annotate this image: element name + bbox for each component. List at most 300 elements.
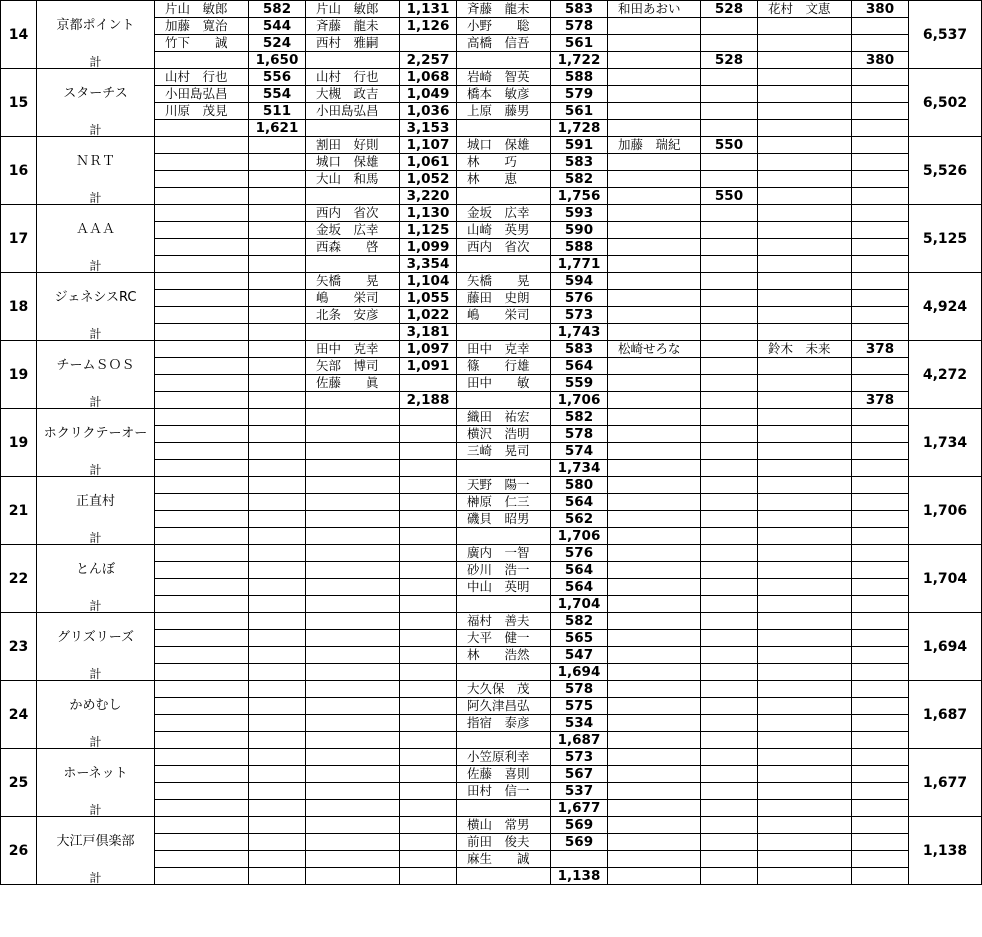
subtotal-value — [701, 868, 758, 885]
player-name — [306, 715, 400, 732]
player-score — [701, 222, 758, 239]
player-name — [608, 409, 701, 426]
player-name — [758, 409, 852, 426]
subtotal-value: 1,706 — [551, 528, 608, 545]
player-name — [155, 205, 249, 222]
player-score — [249, 443, 306, 460]
player-score: 567 — [551, 766, 608, 783]
player-score: 565 — [551, 630, 608, 647]
player-score — [852, 766, 909, 783]
player-score: 576 — [551, 290, 608, 307]
player-score — [852, 375, 909, 392]
team-name: チームＳＯＳ — [37, 341, 155, 392]
subtotal-label: 計 — [37, 868, 155, 885]
subtotal-value: 1,687 — [551, 732, 608, 749]
player-score — [249, 171, 306, 188]
team-rank: 14 — [1, 1, 37, 69]
player-name: 林 浩然 — [457, 647, 551, 664]
player-name: 城口 保雄 — [457, 137, 551, 154]
player-name — [155, 358, 249, 375]
empty-cell — [457, 256, 551, 273]
player-name — [155, 579, 249, 596]
player-score — [400, 426, 457, 443]
player-score — [852, 35, 909, 52]
empty-cell — [155, 528, 249, 545]
subtotal-label: 計 — [37, 188, 155, 205]
member-row — [1, 69, 982, 86]
subtotal-value — [249, 732, 306, 749]
player-name: 福村 善夫 — [457, 613, 551, 630]
empty-cell — [306, 120, 400, 137]
player-score — [852, 307, 909, 324]
player-score: 554 — [249, 86, 306, 103]
player-score — [400, 647, 457, 664]
player-name — [608, 545, 701, 562]
subtotal-value — [400, 528, 457, 545]
player-name — [155, 222, 249, 239]
member-row — [1, 137, 982, 154]
empty-cell — [457, 120, 551, 137]
empty-cell — [155, 732, 249, 749]
player-score — [249, 222, 306, 239]
player-name: 小田島弘昌 — [306, 103, 400, 120]
player-score — [249, 766, 306, 783]
player-name: 北条 安彦 — [306, 307, 400, 324]
player-name: 篠 行雄 — [457, 358, 551, 375]
player-score: 569 — [551, 817, 608, 834]
player-score: 1,130 — [400, 205, 457, 222]
player-name — [758, 205, 852, 222]
player-score — [701, 205, 758, 222]
player-score: 578 — [551, 18, 608, 35]
player-score: 524 — [249, 35, 306, 52]
member-row — [1, 341, 982, 358]
player-name: 山村 行也 — [155, 69, 249, 86]
player-score — [852, 613, 909, 630]
team-name: 正直村 — [37, 477, 155, 528]
subtotal-value — [701, 800, 758, 817]
player-score — [852, 86, 909, 103]
player-score — [400, 477, 457, 494]
empty-cell — [608, 460, 701, 477]
subtotal-value — [852, 460, 909, 477]
player-name: 砂川 浩一 — [457, 562, 551, 579]
player-name: 加藤 瑞紀 — [608, 137, 701, 154]
player-name — [608, 613, 701, 630]
player-name — [306, 851, 400, 868]
player-score: 1,107 — [400, 137, 457, 154]
player-score: 583 — [551, 1, 608, 18]
subtotal-value: 1,734 — [551, 460, 608, 477]
subtotal-value — [701, 256, 758, 273]
player-name — [608, 69, 701, 86]
team-name: ジェネシスRC — [37, 273, 155, 324]
team-name: スターチス — [37, 69, 155, 120]
player-score — [852, 358, 909, 375]
player-score — [852, 409, 909, 426]
player-score — [852, 817, 909, 834]
player-name — [758, 239, 852, 256]
player-score: 378 — [852, 341, 909, 358]
player-name — [608, 426, 701, 443]
player-name — [608, 171, 701, 188]
player-name — [306, 681, 400, 698]
player-name — [306, 834, 400, 851]
player-name — [306, 783, 400, 800]
empty-cell — [758, 800, 852, 817]
player-score — [400, 766, 457, 783]
player-score — [701, 715, 758, 732]
player-score: 588 — [551, 69, 608, 86]
player-name: 橋本 敏彦 — [457, 86, 551, 103]
subtotal-value — [852, 188, 909, 205]
subtotal-value — [400, 732, 457, 749]
subtotal-value — [701, 732, 758, 749]
player-score — [852, 630, 909, 647]
player-name — [608, 494, 701, 511]
player-score: 582 — [249, 1, 306, 18]
player-score: 1,068 — [400, 69, 457, 86]
player-name — [306, 477, 400, 494]
subtotal-row — [1, 256, 982, 273]
player-name: 麻生 誠 — [457, 851, 551, 868]
player-score — [400, 698, 457, 715]
player-name: 岩崎 智英 — [457, 69, 551, 86]
player-score — [249, 375, 306, 392]
player-name — [608, 35, 701, 52]
empty-cell — [608, 528, 701, 545]
empty-cell — [457, 460, 551, 477]
player-name: 竹下 誠 — [155, 35, 249, 52]
player-name — [306, 613, 400, 630]
player-name — [608, 851, 701, 868]
player-name — [155, 630, 249, 647]
player-name: 西内 省次 — [457, 239, 551, 256]
player-name: 廣内 一智 — [457, 545, 551, 562]
player-name — [155, 715, 249, 732]
player-score — [249, 154, 306, 171]
player-score — [400, 545, 457, 562]
subtotal-row — [1, 324, 982, 341]
player-score — [400, 783, 457, 800]
subtotal-value: 1,677 — [551, 800, 608, 817]
empty-cell — [457, 664, 551, 681]
player-name — [155, 681, 249, 698]
player-name — [608, 154, 701, 171]
player-name: 阿久津昌弘 — [457, 698, 551, 715]
player-score — [249, 358, 306, 375]
subtotal-row — [1, 664, 982, 681]
player-name: 金坂 広幸 — [306, 222, 400, 239]
empty-cell — [155, 52, 249, 69]
player-score — [701, 749, 758, 766]
player-score — [701, 443, 758, 460]
subtotal-row — [1, 392, 982, 409]
player-name: 片山 敏郎 — [306, 1, 400, 18]
player-name — [155, 341, 249, 358]
subtotal-value — [701, 664, 758, 681]
subtotal-row — [1, 528, 982, 545]
player-name: 西村 雅嗣 — [306, 35, 400, 52]
player-score — [701, 103, 758, 120]
player-name — [758, 103, 852, 120]
subtotal-value — [400, 596, 457, 613]
player-score — [701, 817, 758, 834]
team-total: 5,125 — [909, 205, 982, 273]
player-score — [400, 409, 457, 426]
player-name — [306, 426, 400, 443]
player-score — [852, 239, 909, 256]
player-score — [400, 851, 457, 868]
player-name: 松崎せろな — [608, 341, 701, 358]
subtotal-value — [852, 324, 909, 341]
player-score — [400, 715, 457, 732]
subtotal-value: 550 — [701, 188, 758, 205]
player-name — [758, 358, 852, 375]
player-name: 藤田 史朗 — [457, 290, 551, 307]
player-name — [758, 494, 852, 511]
player-name: 中山 英明 — [457, 579, 551, 596]
player-name — [758, 477, 852, 494]
team-total: 1,694 — [909, 613, 982, 681]
subtotal-value — [701, 460, 758, 477]
subtotal-value: 1,743 — [551, 324, 608, 341]
player-name: 嶋 栄司 — [457, 307, 551, 324]
player-name — [155, 783, 249, 800]
player-score — [701, 171, 758, 188]
subtotal-value — [249, 392, 306, 409]
subtotal-value — [249, 460, 306, 477]
player-name — [758, 817, 852, 834]
player-name — [758, 290, 852, 307]
team-rank: 22 — [1, 545, 37, 613]
player-name — [608, 817, 701, 834]
results-body — [1, 1, 982, 885]
player-name — [306, 562, 400, 579]
player-score — [852, 698, 909, 715]
player-name — [608, 783, 701, 800]
player-score — [249, 409, 306, 426]
team-rank: 24 — [1, 681, 37, 749]
subtotal-value: 1,771 — [551, 256, 608, 273]
empty-cell — [608, 392, 701, 409]
player-score: 564 — [551, 579, 608, 596]
player-name: 横沢 浩明 — [457, 426, 551, 443]
player-score — [249, 783, 306, 800]
player-score — [701, 562, 758, 579]
empty-cell — [155, 460, 249, 477]
subtotal-value — [852, 664, 909, 681]
player-name — [306, 494, 400, 511]
empty-cell — [306, 188, 400, 205]
player-score: 1,036 — [400, 103, 457, 120]
player-score — [701, 290, 758, 307]
player-name — [155, 494, 249, 511]
player-name — [758, 375, 852, 392]
player-name — [608, 375, 701, 392]
player-score — [701, 409, 758, 426]
player-name — [608, 681, 701, 698]
player-score: 1,126 — [400, 18, 457, 35]
subtotal-value: 378 — [852, 392, 909, 409]
member-row — [1, 749, 982, 766]
subtotal-value — [249, 664, 306, 681]
player-score — [852, 681, 909, 698]
player-score: 580 — [551, 477, 608, 494]
player-name: 田中 克幸 — [457, 341, 551, 358]
player-name: 矢橋 晃 — [306, 273, 400, 290]
empty-cell — [306, 868, 400, 885]
player-score — [249, 562, 306, 579]
player-name: 嶋 栄司 — [306, 290, 400, 307]
player-score — [701, 834, 758, 851]
player-score — [249, 494, 306, 511]
player-score — [852, 749, 909, 766]
subtotal-value: 3,354 — [400, 256, 457, 273]
player-score — [852, 851, 909, 868]
player-name: 高橋 信吾 — [457, 35, 551, 52]
player-score — [249, 851, 306, 868]
team-name: ＡＡＡ — [37, 205, 155, 256]
empty-cell — [758, 324, 852, 341]
player-score — [852, 579, 909, 596]
player-name — [155, 511, 249, 528]
player-score — [852, 18, 909, 35]
member-row — [1, 273, 982, 290]
team-name: ＮＲＴ — [37, 137, 155, 188]
member-row — [1, 681, 982, 698]
player-name: 西内 省次 — [306, 205, 400, 222]
player-name — [155, 290, 249, 307]
player-score — [249, 681, 306, 698]
subtotal-value — [400, 868, 457, 885]
player-name: 横山 常男 — [457, 817, 551, 834]
empty-cell — [306, 664, 400, 681]
member-row — [1, 817, 982, 834]
player-score — [400, 817, 457, 834]
player-name — [155, 375, 249, 392]
player-score: 564 — [551, 358, 608, 375]
player-score — [701, 545, 758, 562]
player-score: 544 — [249, 18, 306, 35]
team-name: 京都ポイント — [37, 1, 155, 52]
player-name: 金坂 広幸 — [457, 205, 551, 222]
player-name — [608, 647, 701, 664]
player-score — [701, 239, 758, 256]
team-total: 5,526 — [909, 137, 982, 205]
player-score: 575 — [551, 698, 608, 715]
player-name: 大山 和馬 — [306, 171, 400, 188]
player-name — [155, 426, 249, 443]
player-name: 田中 敏 — [457, 375, 551, 392]
player-score — [701, 630, 758, 647]
player-score — [701, 358, 758, 375]
player-score: 583 — [551, 341, 608, 358]
player-score — [701, 86, 758, 103]
player-name — [306, 817, 400, 834]
player-score: 1,091 — [400, 358, 457, 375]
empty-cell — [306, 256, 400, 273]
empty-cell — [457, 732, 551, 749]
player-name — [758, 69, 852, 86]
player-score — [249, 426, 306, 443]
player-score — [249, 511, 306, 528]
empty-cell — [306, 324, 400, 341]
player-name — [758, 545, 852, 562]
empty-cell — [155, 256, 249, 273]
team-rank: 17 — [1, 205, 37, 273]
player-score — [400, 443, 457, 460]
subtotal-value: 1,650 — [249, 52, 306, 69]
player-score — [852, 205, 909, 222]
subtotal-label: 計 — [37, 392, 155, 409]
player-name: 上原 藤男 — [457, 103, 551, 120]
player-score — [852, 222, 909, 239]
empty-cell — [608, 256, 701, 273]
player-name — [608, 477, 701, 494]
player-score: 1,052 — [400, 171, 457, 188]
player-score — [701, 579, 758, 596]
subtotal-label: 計 — [37, 52, 155, 69]
empty-cell — [457, 800, 551, 817]
team-total: 1,704 — [909, 545, 982, 613]
player-name — [758, 715, 852, 732]
player-score — [852, 443, 909, 460]
team-name: かめむし — [37, 681, 155, 732]
player-score — [400, 613, 457, 630]
player-name: 和田あおい — [608, 1, 701, 18]
player-score — [400, 562, 457, 579]
subtotal-value — [400, 460, 457, 477]
player-name — [608, 511, 701, 528]
subtotal-label: 計 — [37, 256, 155, 273]
player-score: 550 — [701, 137, 758, 154]
subtotal-label: 計 — [37, 460, 155, 477]
player-name: 田村 信一 — [457, 783, 551, 800]
team-total: 1,734 — [909, 409, 982, 477]
player-name — [306, 511, 400, 528]
empty-cell — [758, 256, 852, 273]
subtotal-value: 1,722 — [551, 52, 608, 69]
player-score — [400, 511, 457, 528]
player-score: 569 — [551, 834, 608, 851]
subtotal-value: 1,728 — [551, 120, 608, 137]
player-score: 564 — [551, 562, 608, 579]
subtotal-value — [701, 392, 758, 409]
player-score — [701, 681, 758, 698]
player-name — [608, 579, 701, 596]
subtotal-value: 3,181 — [400, 324, 457, 341]
empty-cell — [306, 392, 400, 409]
player-score: 528 — [701, 1, 758, 18]
player-name — [155, 851, 249, 868]
player-score: 1,131 — [400, 1, 457, 18]
player-score: 380 — [852, 1, 909, 18]
player-name — [306, 698, 400, 715]
empty-cell — [608, 188, 701, 205]
team-total: 6,537 — [909, 1, 982, 69]
subtotal-value: 380 — [852, 52, 909, 69]
subtotal-label: 計 — [37, 324, 155, 341]
player-score — [852, 715, 909, 732]
subtotal-row — [1, 460, 982, 477]
player-name — [758, 783, 852, 800]
player-score — [249, 341, 306, 358]
player-score — [701, 18, 758, 35]
player-score — [701, 511, 758, 528]
player-score: 590 — [551, 222, 608, 239]
player-score — [701, 851, 758, 868]
